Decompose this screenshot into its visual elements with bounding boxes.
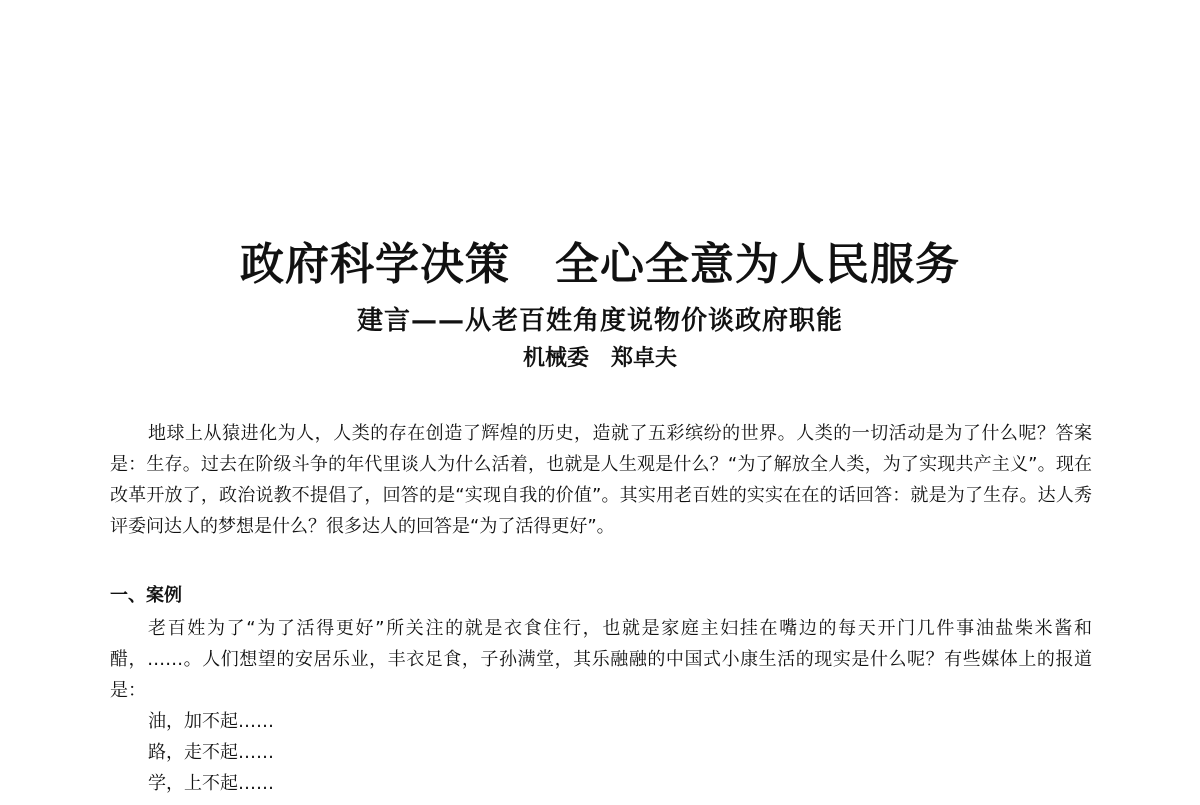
author-line: 机械委 郑卓夫: [522, 345, 677, 371]
case-paragraph: 老百姓为了“为了活得更好”所关注的就是衣食住行，也就是家庭主妇挂在嘴边的每天开门几件事油盐柴米酱和醋，……。人们想望的安居乐业，丰衣足食，子孙满堂，其乐融融的中国式小康生活的现实是什么呢？有些媒体上的报道是：: [110, 618, 1092, 701]
section-heading-case: 一、案例: [110, 585, 182, 606]
report-line-oil: 油，加不起……: [148, 711, 274, 732]
article-title: 政府科学决策 全心全意为人民服务: [240, 239, 960, 291]
intro-paragraph: 地球上从猿进化为人，人类的存在创造了辉煌的历史，造就了五彩缤纷的世界。人类的一切活动是为了什么呢？答案是：生存。过去在阶级斗争的年代里谈人为什么活着，也就是人生观是什么？“为了解放全人类，为了实现共产主义”。现在改革开放了，政治说教不提倡了，回答的是“实现自我的价值”。其实用老百姓的实实在在的话回答：就是为了生存。达人秀评委问达人的梦想是什么？很多达人的回答是“为了活得更好”。: [110, 423, 1092, 537]
report-line-school: 学，上不起……: [148, 773, 274, 794]
report-list: [148, 706, 274, 799]
article-subtitle: 建言——从老百姓角度说物价谈政府职能: [356, 305, 843, 336]
report-line-road: 路，走不起……: [148, 742, 274, 763]
